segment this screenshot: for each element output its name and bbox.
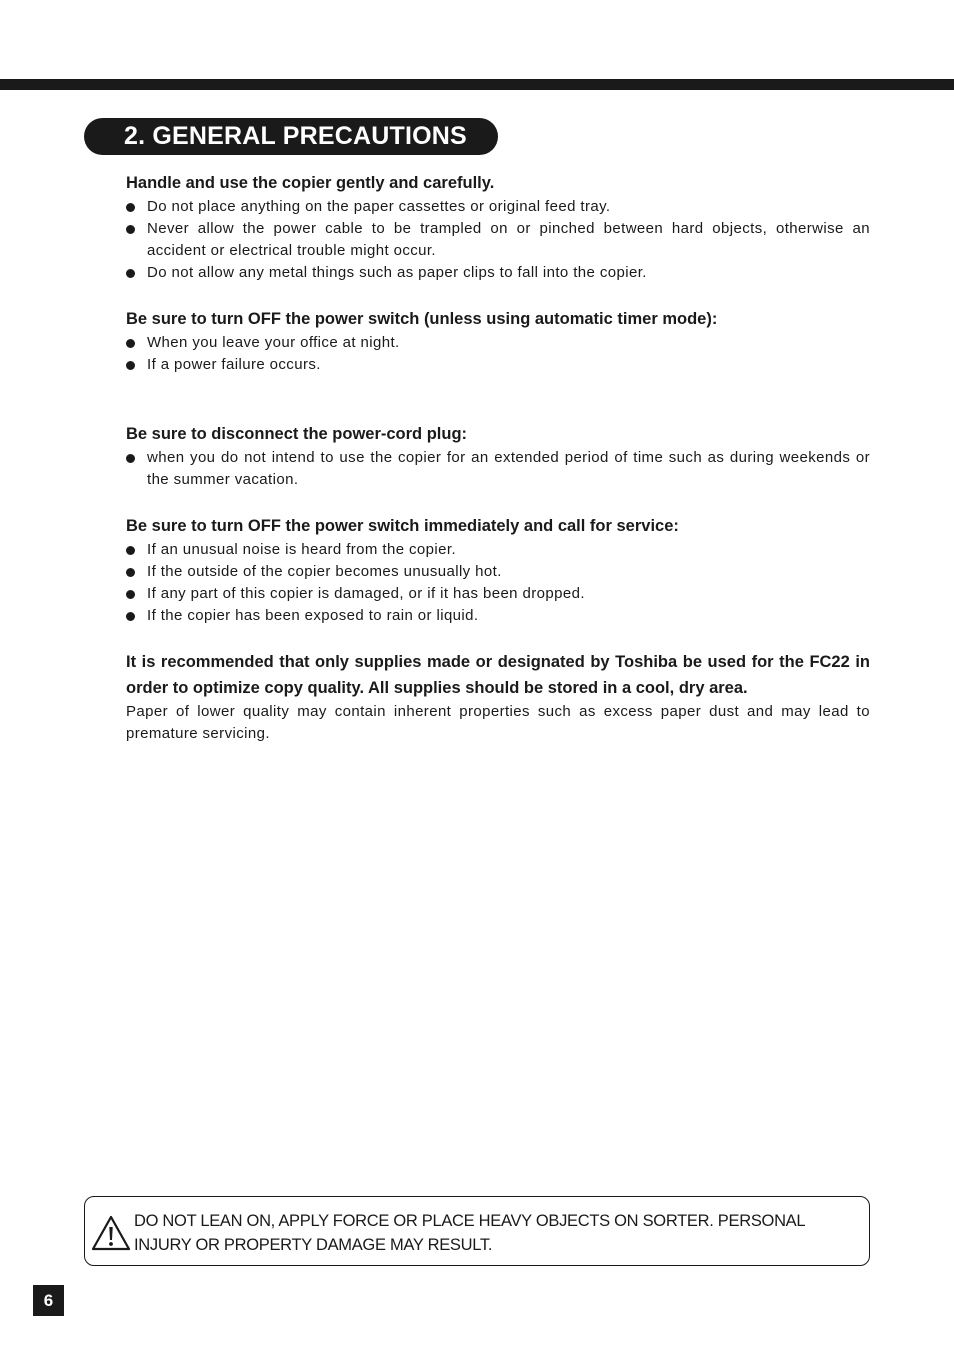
section-heading: It is recommended that only supplies made or designated by Toshiba be used for the FC22 in order to optimize copy quality. All supplies should be stored in a cool, dry area. [126,653,870,697]
bullet-list [126,539,870,627]
list-item: when you do not intend to use the copier for an extended period of time such as during weekends or the summer vacation. [126,447,870,491]
list-item: Do not allow any metal things such as paper clips to fall into the copier. [126,262,870,284]
section-paragraph: Paper of lower quality may contain inherent properties such as excess paper dust and may lead to premature servicing. [126,703,870,742]
bullet-list [126,447,870,491]
list-item: If a power failure occurs. [126,354,870,376]
bullet-icon [126,546,135,555]
section-disconnect-plug [126,421,870,491]
warning-text: DO NOT LEAN ON, APPLY FORCE OR PLACE HEAVY OBJECTS ON SORTER. PERSONAL INJURY OR PROPERTY DAMAGE MAY RESULT. [134,1212,805,1254]
bullet-icon [126,568,135,577]
section-call-service [126,513,870,627]
section-handle-gently [126,170,870,284]
list-item: Never allow the power cable to be trampled on or pinched between hard objects, otherwise an accident or electrical trouble might occur. [126,218,870,262]
bullet-icon [126,590,135,599]
section-heading: Be sure to disconnect the power-cord plug: [126,425,468,443]
warning-triangle-icon [91,1215,131,1251]
list-item: If an unusual noise is heard from the copier. [126,539,870,561]
bullet-icon [126,339,135,348]
bullet-list [126,196,870,284]
bullet-icon [126,203,135,212]
bullet-icon [126,225,135,234]
bullet-list [126,332,870,376]
section-heading: Handle and use the copier gently and carefully. [126,174,495,192]
bullet-icon [126,269,135,278]
list-item: If the outside of the copier becomes unusually hot. [126,561,870,583]
page-number: 6 [33,1285,64,1316]
precautions-content [126,170,870,745]
section-supplies [126,649,870,745]
list-item: When you leave your office at night. [126,332,870,354]
section-power-off [126,306,870,376]
bullet-icon [126,454,135,463]
page-title: 2. GENERAL PRECAUTIONS [84,118,498,155]
warning-notice [84,1196,870,1266]
list-item: If any part of this copier is damaged, or if it has been dropped. [126,583,870,605]
top-rule [0,79,954,90]
section-heading: Be sure to turn OFF the power switch immediately and call for service: [126,517,679,535]
bullet-icon [126,612,135,621]
list-item: If the copier has been exposed to rain or liquid. [126,605,870,627]
list-item: Do not place anything on the paper cassettes or original feed tray. [126,196,870,218]
section-heading: Be sure to turn OFF the power switch (unless using automatic timer mode): [126,310,718,328]
bullet-icon [126,361,135,370]
